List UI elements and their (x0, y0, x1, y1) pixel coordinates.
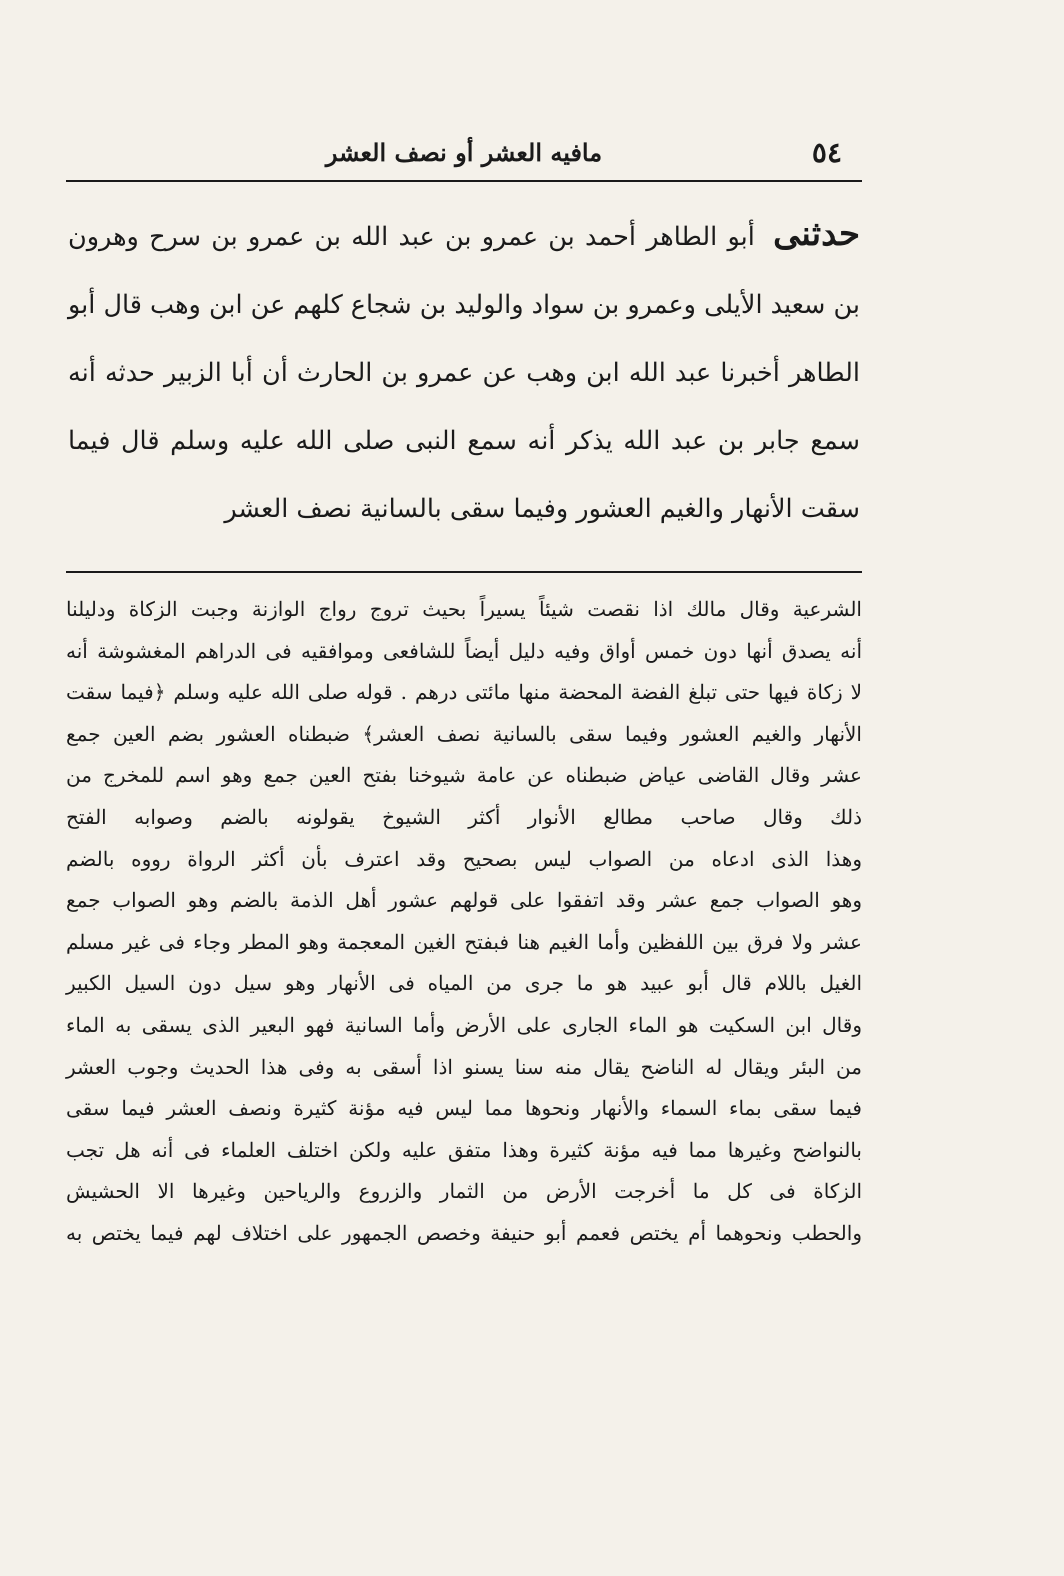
commentary-line: لا زكاة فيها حتى تبلغ الفضة المحضة منها مائتى درهم . قوله صلى الله عليه وسلم ﴿فيما سقت (66, 680, 862, 705)
hadith-text-block (68, 200, 860, 543)
commentary-line: عشر وقال القاضى عياض ضبطناه عن عامة شيوخنا بفتح العين جمع وهو اسم للمخرج من (66, 763, 862, 788)
commentary-line: الأنهار والغيم العشور وفيما سقى بالسانية نصف العشر﴾ ضبطناه العشور بضم العين جمع (66, 721, 862, 746)
commentary-line: فيما سقى بماء السماء والأنهار ونحوها مما ليس فيه مؤنة كثيرة ونصف العشر فيما سقى (66, 1096, 862, 1121)
commentary-line: والحطب ونحوهما أم يختص فعمم أبو حنيفة وخصص الجمهور على اختلاف لهم فيما يختص به (66, 1220, 862, 1245)
commentary-line: الشرعية وقال مالك اذا نقصت شيئاً يسيراً بحيث تروج رواج الوازنة وجبت الزكاة ودليلنا (66, 597, 862, 621)
hadith-body: أبو الطاهر أحمد بن عمرو بن عبد الله بن عمرو بن سرح وهرون بن سعيد الأيلى وعمرو بن سواد والوليد بن شجاع كلهم عن ابن وهب قال أبو الطاهر أخبرنا عبد الله ابن وهب عن عمرو بن الحارث أن أبا الزبير حدثه أنه سمع جابر بن عبد الله يذكر أنه سمع النبى صلى الله عليه وسلم قال فيما سقت الأنهار والغيم العشور وفيما سقى بالسانية نصف العشر (68, 222, 860, 524)
commentary-line: وقال ابن السكيت هو الماء الجارى على الأرض وأما السانية فهو البعير الذى يسقى به الماء (66, 1012, 862, 1037)
running-title: مافيه العشر أو نصف العشر (325, 138, 603, 167)
commentary-block (66, 589, 862, 1255)
commentary-line: بالنواضح وغيرها مما فيه مؤنة كثيرة وهذا متفق عليه ولكن اختلف العلماء فى أنه هل تجب (66, 1137, 862, 1162)
page-number: ٥٤ (811, 136, 842, 169)
commentary-line: عشر ولا فرق بين اللفظين وأما الغيم هنا فبفتح الغين المعجمة وهو المطر وجاء فى غير مسلم (66, 929, 862, 954)
commentary-line: وهو الصواب جمع عشر وقد اتفقوا على قولهم عشور أهل الذمة بالضم وهو الصواب جمع (66, 888, 862, 913)
commentary-line: من البئر ويقال له الناضح يقال منه سنا يسنو اذا أسقى به وفى هذا الحديث وجوب العشر (66, 1054, 862, 1079)
commentary-line: ذلك وقال صاحب مطالع الأنوار أكثر الشيوخ يقولونه بالضم وصوابه الفتح (66, 804, 862, 829)
section-divider (66, 571, 862, 573)
commentary-line: الغيل باللام قال أبو عبيد هو ما جرى من المياه فى الأنهار وهو سيل دون السيل الكبير (66, 971, 862, 996)
header-rule (66, 180, 862, 182)
commentary-line: أنه يصدق أنها دون خمس أواق وفيه دليل أيضاً للشافعى وموافقيه فى الدراهم المغشوشة أنه (66, 638, 862, 663)
commentary-line: وهذا الذى ادعاه من الصواب ليس بصحيح وقد اعترف بأن أكثر الرواة رووه بالضم (66, 846, 862, 871)
commentary-line: الزكاة فى كل ما أخرجت الأرض من الثمار والزروع والرياحين وغيرها الا الحشيش (66, 1179, 862, 1204)
page-header (66, 128, 862, 176)
hadith-lead-word: حدثنى (773, 214, 861, 254)
